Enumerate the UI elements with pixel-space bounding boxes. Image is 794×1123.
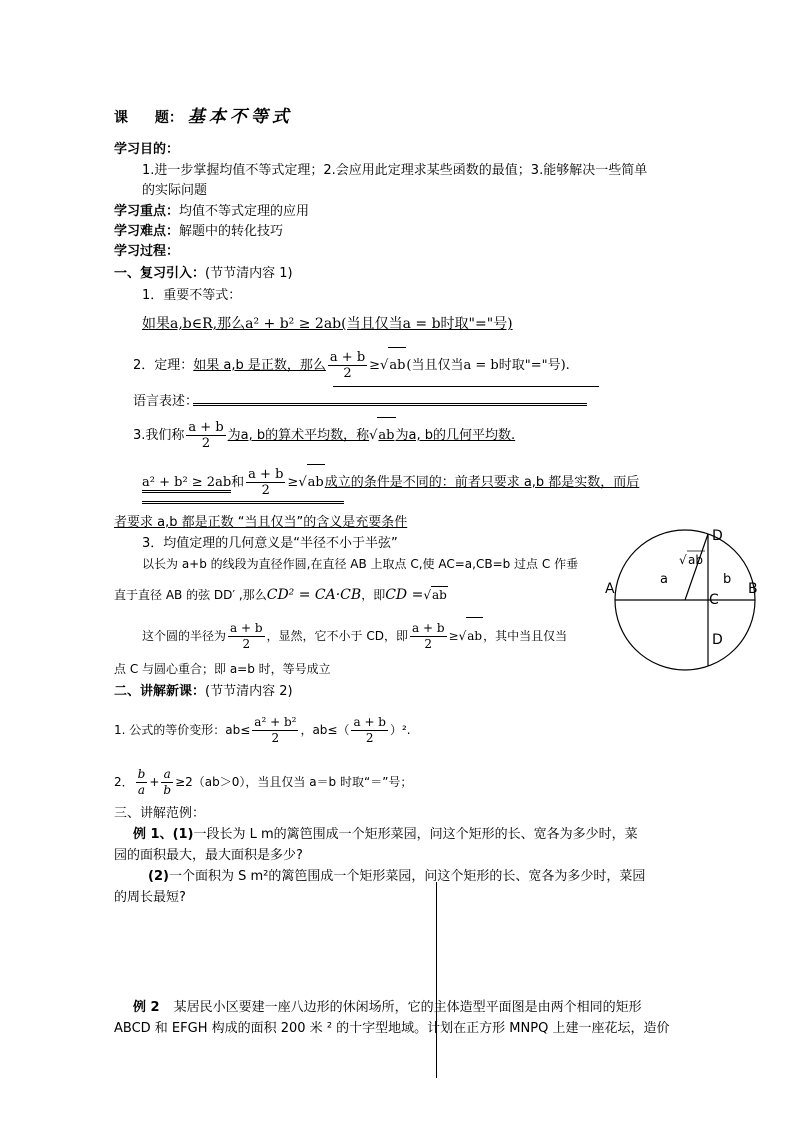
goal-line1: 1.进一步掌握均值不等式定理；2.会应用此定理求某些函数的最值；3.能够解决一些简单 xyxy=(142,163,648,178)
item3-root: ab xyxy=(377,417,395,454)
item3-post: 为a, b的几何平均数. xyxy=(395,428,516,443)
item2-rule xyxy=(333,386,599,387)
compare-frac xyxy=(246,467,285,498)
geo-eq2: CD = xyxy=(385,587,424,603)
item3-pre: 3.我们称 xyxy=(133,428,185,443)
item3-frac xyxy=(186,420,225,451)
item3-frac-num: a + b xyxy=(188,420,224,435)
geo-frac-ineq xyxy=(410,621,447,652)
item2-root: ab xyxy=(388,347,406,384)
item3-row: 3.我们称 $\frac{a + b}{2}$ 为a, b的算术平均数，称√ab为a, b的几何平均数. xyxy=(133,417,515,454)
label-b: B xyxy=(748,581,758,597)
item1-label: 1．重要不等式： xyxy=(142,288,242,303)
item2-frac-num: a + b xyxy=(329,350,366,365)
lang-label: 语言表述： xyxy=(133,394,199,409)
ex2-line1 xyxy=(133,999,642,1016)
label-seg-a: a xyxy=(660,572,668,587)
geo-line4: 点 C 与圆心重合；即 a=b 时，等号成立 xyxy=(114,662,331,676)
ex1-line2: 园的面积最大，最大面积是多少? xyxy=(114,848,303,863)
formula1-frac1 xyxy=(252,715,298,746)
formula2-frac2 xyxy=(161,767,173,798)
compare-and: 和 xyxy=(231,475,245,490)
geo-frac-radius xyxy=(228,621,265,652)
review-title: 一、复习引入： xyxy=(114,266,206,281)
formula2-n2: a xyxy=(161,767,173,783)
formula2-row xyxy=(114,764,412,800)
compare-frac-num: a + b xyxy=(248,467,284,482)
goal-title: 学习目的： xyxy=(114,142,180,157)
compare-line2: 者要求 a,b 都是正数 “当且仅当”的含义是充要条件 xyxy=(114,515,408,530)
geo-line3a: 这个圆的半径为 xyxy=(142,629,227,643)
formula1-den: 2 xyxy=(271,731,280,745)
ex2-line2: ABCD 和 EFGH 构成的面积 200 米 ² 的十字型地域。计划在正方形 MNPQ 上建一座花坛，造价 xyxy=(114,1021,670,1036)
geo-line3: 这个圆的半径为 $\frac{a + b}{2}$ ，显然，它不小于 CD，即 $\frac{a + b}{2}$ ≥√ab，其中当且仅当 xyxy=(142,617,567,654)
compare-post: 成立的条件是不同的：前者只要求 a,b 都是实数，而后 xyxy=(324,475,640,490)
ex2-text1: 某居民小区要建一座八边形的休闲场所，它的主体造型平面图是由两个相同的矩形 xyxy=(173,1000,642,1015)
compare-f1: a² + b² ≥ 2ab xyxy=(142,475,231,493)
ex1-text1: 一段长为 L m的篱笆围成一个矩形菜园，问这个矩形的长、宽各为多少时，菜 xyxy=(193,827,638,842)
lang-blank xyxy=(193,403,587,406)
item2-post: (当且仅当a = b时取"="号). xyxy=(406,358,570,373)
geo-frac-den2: 2 xyxy=(424,637,433,651)
item2-rel: ≥ xyxy=(369,358,381,373)
compare-frac-den: 2 xyxy=(261,483,270,498)
ex1-text3: 一个面积为 S m²的篱笆围成一个矩形菜园，问这个矩形的长、宽各为多少时，菜园 xyxy=(168,869,646,884)
formula1-mid: ，ab≤（ xyxy=(300,723,350,737)
geo-frac-num: a + b xyxy=(230,621,263,635)
label-seg-b: b xyxy=(723,572,732,587)
geo-line2: 直于直径 AB 的弦 DD′ ,那么CD² = CA·CB，即CD =√ab xyxy=(114,587,447,603)
formula2-plus: + xyxy=(149,775,160,789)
geo-title: 3．均值定理的几何意义是“半径不小于半弦” xyxy=(142,536,398,551)
label-c: C xyxy=(709,592,719,608)
vertical-divider xyxy=(436,882,437,1078)
examples-title: 三、讲解范例： xyxy=(114,806,206,821)
item2-row: 2．定理：如果 a,b 是正数，那么 $\frac{a + b}{2}$ ≥√ab(当且仅当a = b时取"="号). xyxy=(133,347,570,384)
item2-frac xyxy=(328,350,367,381)
hard-text: 解题中的转化技巧 xyxy=(179,224,284,239)
compare-rel: ≥ xyxy=(287,475,299,490)
title-ke: 课 xyxy=(114,110,128,126)
geo-eq1: CD² = CA·CB xyxy=(266,587,362,603)
circle-diagram xyxy=(605,520,765,680)
geo-line2b: ，即 xyxy=(361,588,386,602)
ex1-line1 xyxy=(133,826,638,843)
item2-pre: 如果 a,b 是正数，那么 xyxy=(193,358,326,373)
review-row xyxy=(114,265,293,282)
label-root-sign: √ xyxy=(679,553,687,567)
formula1-pre: 1. 公式的等价变形：ab≤ xyxy=(114,723,251,737)
page-title: 基本不等式 xyxy=(187,107,293,127)
newlesson-note: (节节清内容 2) xyxy=(205,684,293,699)
geo-line1: 以长为 a+b 的线段为直径作圆,在直径 AB 上取点 C,使 AC=a,CB=b 过点 C 作垂 xyxy=(142,557,579,571)
newlesson-row xyxy=(114,683,293,700)
geo-root: ab xyxy=(431,588,447,602)
geo-frac-num2: a + b xyxy=(411,621,445,635)
key-row xyxy=(114,203,309,220)
geo-line3b: ，显然，它不小于 CD，即 xyxy=(266,629,408,643)
ex1-line4: 的周长最短? xyxy=(114,890,186,905)
newlesson-title: 二、讲解新课： xyxy=(114,684,206,699)
geo-line3c: ，其中当且仅当 xyxy=(483,629,568,643)
compare-rule xyxy=(142,501,344,504)
formula2-frac1 xyxy=(136,767,148,798)
label-d-top: D xyxy=(712,528,723,544)
item3-mid: 为a, b的算术平均数，称 xyxy=(227,428,370,443)
ex1-label2: (2) xyxy=(148,869,169,884)
item1-formula: 如果a,b∈R,那么a² + b² ≥ 2ab(当且仅当a = b时取"="号) xyxy=(142,316,513,332)
formula1-den2: 2 xyxy=(365,731,374,745)
geo-line2a: 直于直径 AB 的弦 DD′ ,那么 xyxy=(114,588,267,602)
compare-row: a² + b² ≥ 2ab和 $\frac{a + b}{2}$ ≥√ab成立的条件是不同的：前者只要求 a,b 都是实数，而后 xyxy=(142,464,639,501)
item3-frac-den: 2 xyxy=(201,436,211,451)
geo-frac-den: 2 xyxy=(242,637,251,651)
formula1-row xyxy=(114,712,411,748)
formula1-post: ）². xyxy=(390,723,411,737)
formula2-d1: a xyxy=(137,783,146,797)
hard-title: 学习难点： xyxy=(114,224,180,239)
formula2-post: ≥2（ab＞0），当且仅当 a＝b 时取“＝”号； xyxy=(175,775,413,789)
formula1-frac2 xyxy=(351,715,388,746)
ex1-line3 xyxy=(148,868,645,885)
review-note: (节节清内容 1) xyxy=(205,266,293,281)
item2-frac-den: 2 xyxy=(343,366,352,381)
formula2-pre: 2． xyxy=(114,775,134,789)
label-d-bottom: D xyxy=(712,632,723,648)
goal-line2: 的实际问题 xyxy=(142,183,208,198)
formula1-num: a² + b² xyxy=(254,715,297,729)
formula2-d2: b xyxy=(163,783,172,797)
label-a: A xyxy=(605,581,615,597)
compare-root: ab xyxy=(307,464,325,501)
item2-label: 2．定理： xyxy=(133,358,194,373)
hard-row xyxy=(114,223,283,240)
ex2-label: 例 2 xyxy=(133,1000,160,1015)
title-ti: 题： xyxy=(154,110,183,126)
title-row xyxy=(114,109,293,127)
key-text: 均值不等式定理的应用 xyxy=(179,204,310,219)
formula2-n1: b xyxy=(137,767,146,781)
key-title: 学习重点： xyxy=(114,204,180,219)
ex1-label: 例 1、(1) xyxy=(133,827,194,842)
geo-root2: ab xyxy=(466,617,483,654)
label-root-ab: ab xyxy=(688,553,703,567)
process-title: 学习过程： xyxy=(114,244,180,259)
formula1-num2: a + b xyxy=(353,715,386,729)
radius-line xyxy=(685,534,708,600)
